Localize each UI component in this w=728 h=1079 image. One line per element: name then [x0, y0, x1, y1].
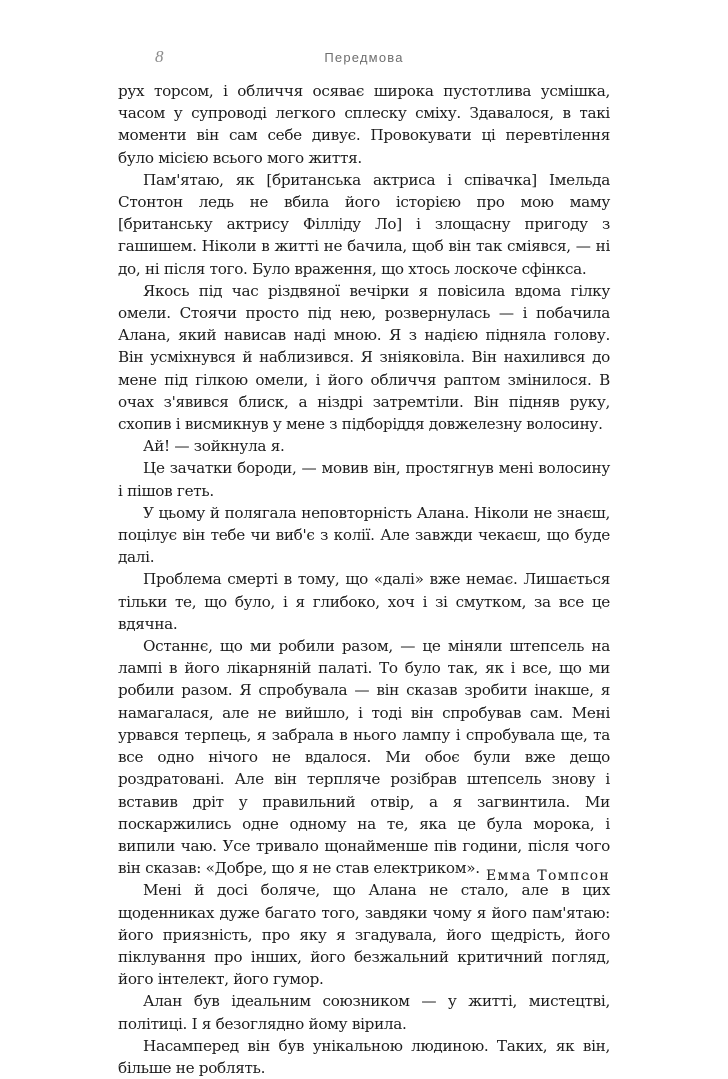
body-text: [118, 80, 610, 1079]
paragraph: рух торсом, і обличчя осяває широка пустотлива усмішка, часом у супроводі легкого сплеску сміху. Здавалося, в такі моменти він сам себе дивує. Провокувати ці перевтілення було місією всього мого життя.: [118, 82, 610, 167]
paragraph: Насамперед він був унікальною людиною. Таких, як він, більше не роблять.: [118, 1036, 610, 1077]
paragraph: Це зачатки бороди, — мовив він, простягнув мені волосину і пішов геть.: [118, 459, 610, 500]
paragraph: Якось під час різдвяної вечірки я повісила вдома гілку омели. Стоячи просто під нею, розвернулась — і побачила Алана, який нависав наді мною. Я з надією підняла голову. Він усміхнувся й наблизився. Я зніяковіла. Він нахилився до мене під гілкою омели, і його обличчя раптом змінилося. В очах з'явився блиск, а ніздрі затремтіли. Він підняв руку, схопив і висмикнув у мене з підборіддя довжелезну волосину.: [118, 281, 610, 434]
paragraph: У цьому й полягала неповторність Алана. Ніколи не знаєш, поцілує він тебе чи виб'є з колії. Але завжди чекаєш, що буде далі.: [118, 503, 610, 567]
running-title: Передмова: [324, 50, 404, 65]
paragraph: Ай! — зойкнула я.: [143, 437, 285, 456]
paragraph: Проблема смерті в тому, що «далі» вже немає. Лишається тільки те, що було, і я глибоко, хоч і зі смутком, за все це вдячна.: [118, 570, 610, 633]
paragraph: Мені й досі боляче, що Алана не стало, але в цих щоденниках дуже багато того, завдяки чому я його пам'ятаю: його приязність, про яку я згадувала, його щедрість, його піклування про інших, його безжальний критичний погляд, його інтелект, його гумор.: [118, 881, 610, 989]
paragraph: Алан був ідеальним союзником — у житті, мистецтві, політиці. І я безоглядно йому вірила.: [118, 992, 610, 1033]
paragraph: Пам'ятаю, як [британська актриса і співачка] Імельда Стонтон ледь не вбила його історією про мою маму [британську актрису Філліду Ло] і злощасну пригоду з гашишем. Ніколи в житті не бачила, щоб він так сміявся, — ні до, ні після того. Було враження, що хтось лоскоче сфінкса.: [118, 170, 610, 278]
page-number: 8: [155, 47, 164, 66]
paragraph: Останнє, що ми робили разом, — це міняли штепсель на лампі в його лікарняній палаті. То було так, як і все, що ми робили разом. Я спробувала — він сказав зробити інакше, я намагалася, але не вийшло, і тоді він спробував сам. Мені урвався терпець, я забрала в нього лампу і спробувала ще, та все одно нічого не вдалося. Ми обоє були вже дещо роздратовані. Але він терпляче розібрав штепсель знову і вставив дріт у правильний отвір, а я загвинтила. Ми поскаржились одне одному на те, яка це була морока, і випили чаю. Усе тривало щонайменше пів години, після чого він сказав: «Добре, що я не став електриком».: [118, 637, 610, 878]
author-signature: Емма Томпсон: [486, 868, 610, 884]
